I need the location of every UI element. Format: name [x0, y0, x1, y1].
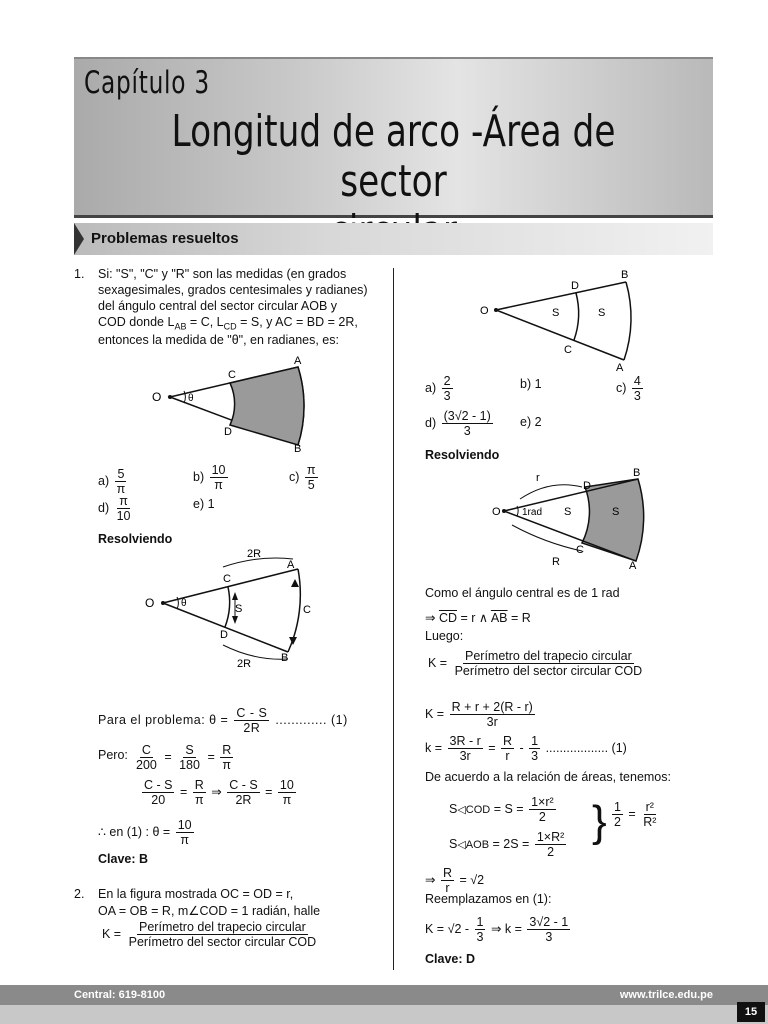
page-number: 15	[737, 1002, 765, 1022]
option-c: c) $\frac{4}{3}$	[616, 374, 641, 403]
svg-text:A: A	[294, 355, 302, 367]
option-d: d) $\frac{(3√2 - 1)}{3}$	[425, 409, 491, 438]
option-d: d) $\frac{\pi}{10}$	[98, 494, 131, 523]
k-final: K = √2 - $\frac{1}{3}$ ⇒ k = $\frac{3√2 - 1}{3}$	[425, 915, 569, 944]
area-aob: S◁AOB = 2S = $\frac{\text{1×R²}}{2}$	[449, 830, 565, 859]
svg-text:A: A	[287, 559, 295, 571]
svg-text:B: B	[281, 652, 289, 664]
problem-text-line: sexagesimales, grados centesimales y radianes)	[98, 283, 368, 297]
svg-text:θ: θ	[181, 598, 187, 609]
brace: }	[592, 797, 607, 846]
svg-text:S: S	[235, 603, 243, 615]
k-step-2: k = $\frac{3R - r}{3r}$ = $\frac{R}{r}$ - $\frac{1}{3}$ .................. (1)	[425, 734, 627, 763]
svg-text:A: A	[616, 362, 624, 374]
svg-text:D: D	[583, 480, 591, 492]
text-acuerdo: De acuerdo a la relación de áreas, tenemos:	[425, 770, 671, 784]
sector-figure-2	[143, 545, 333, 670]
arc-equation: ⇒ $\overline{CD} = r$ ∧ $\overline{AB} = R$	[425, 611, 531, 625]
column-divider	[393, 268, 394, 970]
problem-text-line: del ángulo central del sector circular AOB y	[98, 299, 338, 313]
svg-text:B: B	[621, 269, 629, 281]
text-como: Como el ángulo central es de 1 rad	[425, 586, 620, 600]
sector-figure-3	[478, 268, 638, 374]
equation-derived: $\frac{C - S}{20}$ = $\frac{R}{\pi}$ ⇒ $\frac{C - S}{2R}$ = $\frac{10}{\pi}$	[144, 778, 294, 807]
svg-text:R: R	[552, 556, 560, 568]
svg-text:S: S	[552, 307, 560, 319]
svg-text:D: D	[224, 426, 232, 438]
svg-text:A: A	[629, 560, 637, 572]
svg-text:O: O	[480, 305, 489, 317]
option-e: e) 1	[193, 497, 215, 511]
problem-text-line: Si: "S", "C" y "R" son las medidas (en grados	[98, 267, 347, 281]
clave-1: Clave: B	[98, 852, 149, 866]
chapter-label: Capítulo 3	[84, 65, 210, 101]
option-c: c) $\frac{\pi}{5}$	[289, 463, 316, 492]
svg-text:S: S	[564, 506, 572, 518]
svg-text:θ: θ	[188, 393, 194, 404]
k-definition: K = $\frac{\text{Perímetro del trapecio circular}}{\text{Perímetro del sector circular COD}}$	[102, 920, 317, 949]
svg-text:C: C	[564, 344, 572, 356]
problem-number: 2.	[74, 887, 85, 901]
clave-2: Clave: D	[425, 952, 476, 966]
area-ratio: $\frac{1}{2}$ = $\frac{\text{r²}}{\text{R²}}$	[614, 800, 657, 829]
svg-text:r: r	[536, 472, 540, 484]
svg-text:1rad: 1rad	[522, 507, 543, 518]
svg-text:S: S	[612, 506, 620, 518]
area-cod: S◁COD = S = $\frac{\text{1×r²}}{2}$	[449, 795, 554, 824]
svg-text:C: C	[223, 573, 231, 585]
resolviendo-label: Resolviendo	[425, 448, 500, 462]
pero-label: Pero:	[98, 748, 128, 762]
svg-text:O: O	[492, 506, 501, 518]
problem-number: 1.	[74, 267, 85, 281]
chapter-title: Longitud de arco -Área de sector	[171, 106, 616, 207]
equation-theta: Para el problema: θ = $\frac{C - S}{2R}$ ............. (1)	[98, 706, 348, 735]
footer-phone: Central: 619-8100	[74, 989, 166, 1001]
problem-text-line: entonces la medida de "θ", en radianes, es:	[98, 333, 339, 347]
svg-text:B: B	[633, 467, 641, 479]
section-label: Problemas resueltos	[91, 230, 239, 247]
sector-figure-1	[148, 355, 318, 455]
svg-text:O: O	[145, 596, 155, 610]
svg-text:C: C	[228, 369, 236, 381]
problem-text-line: COD donde $L_{AB} = C$, $L_{CD} = S$, y AC = BD = 2R,	[98, 315, 358, 332]
footer-bar	[0, 985, 768, 1005]
section-header	[74, 223, 713, 255]
svg-text:2R: 2R	[237, 658, 252, 670]
svg-text:B: B	[294, 443, 302, 455]
ratio-result: ⇒ $\frac{R}{r}$ = √2	[425, 866, 485, 895]
svg-text:D: D	[571, 280, 579, 292]
svg-text:O: O	[152, 390, 162, 404]
footer-website[interactable]: www.trilce.edu.pe	[619, 989, 713, 1001]
footer-band	[0, 1005, 768, 1024]
chapter-banner	[74, 57, 713, 218]
text-reemplazamos: Reemplazamos en (1):	[425, 892, 552, 906]
svg-text:C: C	[303, 604, 311, 616]
arrow-icon	[74, 223, 84, 255]
option-a: a) $\frac{5}{\pi}$	[98, 467, 126, 496]
equation-result: ∴ en (1) : θ = $\frac{10}{\pi}$	[98, 818, 192, 847]
problem-text-line: En la figura mostrada OC = OD = r,	[98, 887, 294, 901]
svg-text:C: C	[576, 544, 584, 556]
option-b: b) $\frac{10}{\pi}$	[193, 463, 226, 492]
svg-text:S: S	[598, 307, 606, 319]
svg-text:2R: 2R	[247, 548, 262, 560]
text-luego: Luego:	[425, 629, 464, 643]
k-definition-2: K = $\frac{\text{Perímetro del trapecio circular}}{\text{Perímetro del sector circular COD}}$	[428, 649, 643, 678]
resolviendo-label: Resolviendo	[98, 532, 173, 546]
option-e: e) 2	[520, 415, 542, 429]
option-b: b) 1	[520, 377, 542, 391]
problem-text-line: OA = OB = R, m∠COD = 1 radián, halle	[98, 904, 321, 918]
sector-figure-4	[490, 463, 650, 573]
svg-text:D: D	[220, 629, 228, 641]
k-step-1: K = $\frac{R + r + 2(R - r)}{3r}$	[425, 700, 533, 729]
option-a: a) $\frac{2}{3}$	[425, 374, 451, 403]
equation-ratio: $\frac{C}{200}$ = $\frac{S}{180}$ = $\frac{R}{\pi}$	[136, 743, 232, 772]
